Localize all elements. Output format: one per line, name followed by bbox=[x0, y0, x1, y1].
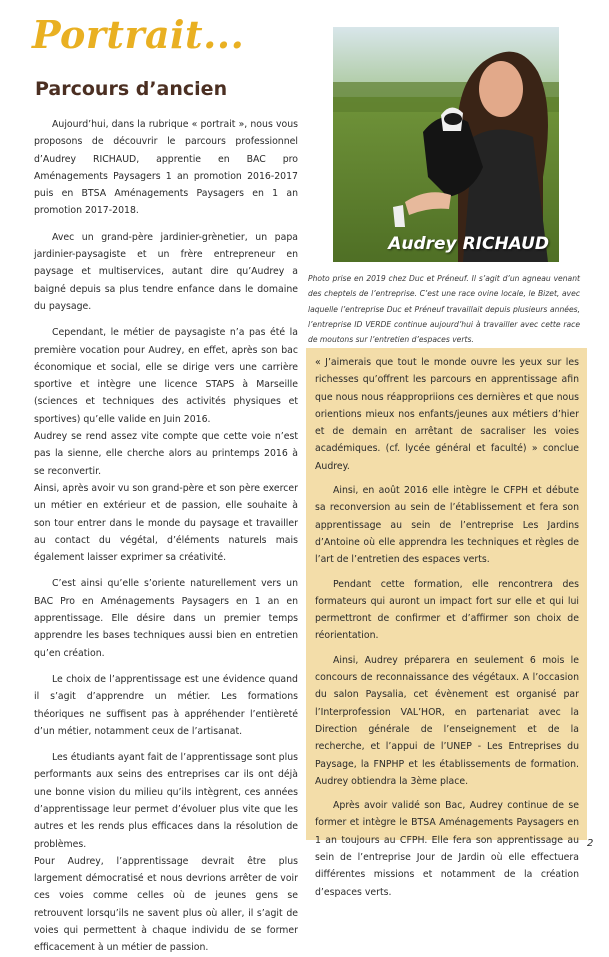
paragraph: Pour Audrey, l’apprentissage devrait être plus largement démocratisé et nous devrions arrêter de voir ces voies comme celles où de jeunes gens se retrouvent lorsqu’ils ne savent plus où aller, il s’agit de voies qui permettent à chaque individu de se former efficacement à un métier de passion. bbox=[34, 855, 298, 954]
paragraph: Pendant cette formation, elle rencontrera des formateurs qui auront un impact fort sur elle et qui lui permettront de confirmer et d’affirmer son choix de réorientation. bbox=[315, 578, 579, 642]
paragraph: Après avoir validé son Bac, Audrey continue de se former et intègre le BTSA Aménagements Paysagers en 1 an toujours au CFPH. Elle fera son apprentissage au sein de l’entreprise Jour de Jardin où elle effectuera différentes missions et notamment de la création d’espaces verts. bbox=[315, 800, 579, 898]
paragraph: Ainsi, après avoir vu son grand-père et son père exercer un métier en extérieur et de passion, elle souhaite à son tour entrer dans le monde du paysage et travailler au contact du végétal, d’éléments naturels mais également laisser exprimer sa créativité. bbox=[34, 482, 298, 564]
paragraph: Avec un grand-père jardinier-grènetier, un papa jardinier-paysagiste et un frère entrepreneur en paysage et multiservices, autant dire qu’Audrey a baigné depuis sa plus tendre enfance dans le domaine du paysage. bbox=[34, 231, 298, 312]
portrait-photo-image bbox=[333, 27, 559, 262]
quote-box bbox=[306, 348, 587, 898]
photo-last-name: RICHAUD bbox=[462, 234, 549, 254]
paragraph: Ainsi, en août 2016 elle intègre le CFPH et débute sa reconversion au sein de l’établissement et fera son apprentissage au sein de l’entreprise Les Jardins d’Antoine où elle apprendra les techniques et règles de l’art de l’entretien des espaces verts. bbox=[315, 485, 579, 566]
paragraph: Audrey se rend assez vite compte que cette voie n’est pas la sienne, elle cherche alors au printemps 2016 à se reconvertir. bbox=[34, 431, 298, 477]
paragraph: Ainsi, Audrey préparera en seulement 6 mois le concours de reconnaissance des végétaux. A l’occasion du salon Paysalia, cet évènement est organisé par l’Interprofession VAL’HOR, en partenariat avec la Direction générale de l’enseignement et de la recherche, et l’appui de l’UNEP - Les Entreprises du Paysage, la FNPHP et les établissements de formation. Audrey obtiendra la 3ème place. bbox=[315, 654, 579, 787]
photo-name-caption bbox=[388, 234, 549, 254]
paragraph: C’est ainsi qu’elle s’oriente naturellement vers un BAC Pro en Aménagements Paysagers en 1 an en apprentissage. Elle désire dans un premier temps apprendre les bases techniques aussi bien en entretien qu’en création. bbox=[34, 578, 298, 659]
quote-paragraph: « J’aimerais que tout le monde ouvre les yeux sur les richesses qu’offrent les parcours en apprentissage afin que nous nous réappropriions ces dernières et que nous orientions mieux nos enfants/jeunes aux métiers d’hier et de demain en arrêtant de sacraliser les voies académiques. (cf. lycée général et faculté) » conclue Audrey. bbox=[315, 357, 579, 472]
paragraph: Aujourd’hui, dans la rubrique « portrait », nous vous proposons de découvrir le parcours professionnel d’Audrey RICHAUD, apprentie en BAC pro Aménagements Paysagers 1 an promotion 2016-2017 puis en BTSA Aménagements Paysagers en 1 an promotion 2017-2018. bbox=[34, 119, 298, 217]
left-article-column bbox=[34, 116, 298, 957]
photo-first-name: Audrey bbox=[388, 234, 457, 254]
photo-caption: Photo prise en 2019 chez Duc et Préneuf. Il s’agit d’un agneau venant des cheptels de l’entreprise. C’est une race ovine locale, le Bizet, avec laquelle l’entreprise Duc et Préneuf travaillait depuis plusieurs années, l’entreprise ID VERDE continue aujourd’hui à travailler avec cette race de moutons sur l’entretien d’espaces verts. bbox=[308, 274, 580, 345]
section-subtitle: Parcours d’ancien bbox=[35, 78, 228, 100]
portrait-photo bbox=[333, 27, 559, 262]
paragraph: Cependant, le métier de paysagiste n’a pas été la première vocation pour Audrey, en effet, après son bac économique et social, elle se dirige vers une carrière sportive et intègre une licence STAPS à Marseille (sciences et techniques des activités physiques et sportives) qu’elle valide en Juin 2016. bbox=[34, 327, 298, 425]
page-number: 2 bbox=[587, 838, 594, 849]
page-title: Portrait... bbox=[32, 12, 245, 57]
paragraph: Les étudiants ayant fait de l’apprentissage sont plus performants aux seins des entreprises car ils ont déjà une bonne vision du milieu qu’ils intègrent, ces années d’apprentissage leur permet d’évoluer plus vite que les autres et les rends plus efficaces dans la résolution de problèmes. bbox=[34, 752, 298, 850]
paragraph: Le choix de l’apprentissage est une évidence quand il s’agit d’apprendre un métier. Les formations théoriques ne suffisent pas à appréhender l’entièreté d’un métier, notamment ceux de l’artisanat. bbox=[34, 673, 298, 737]
